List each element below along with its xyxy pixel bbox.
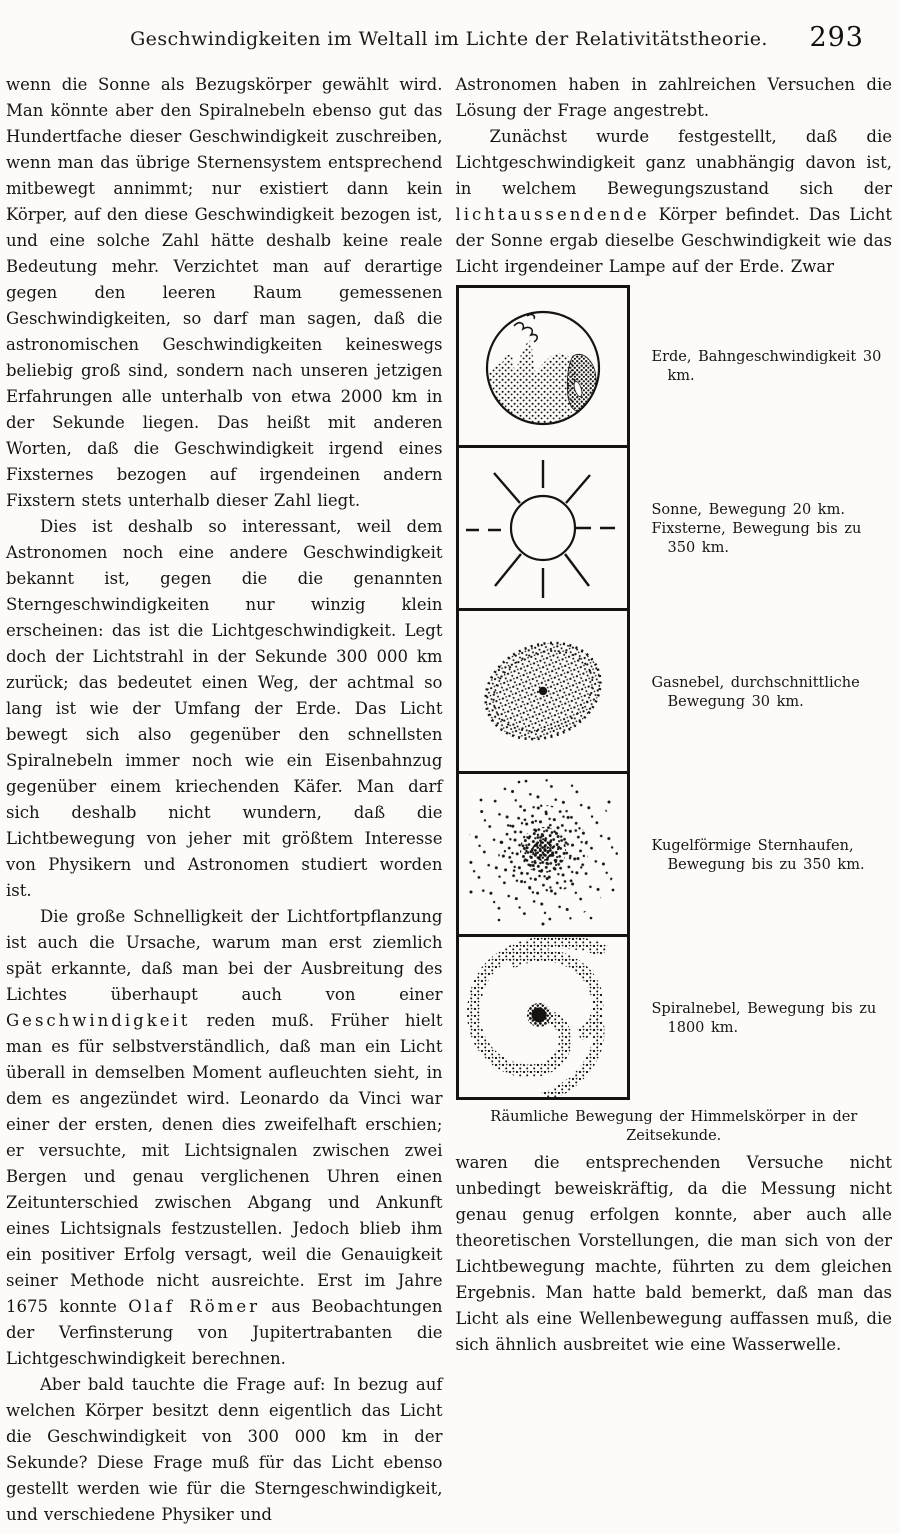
right-column-top-text (456, 72, 893, 280)
page-number: 293 (809, 22, 864, 53)
paragraph: Aber bald tauchte die Frage auf: In bezug auf welchen Körper besitzt denn eigentlich das Licht die Geschwindigkeit von 300 000 km in der Sekunde? Diese Frage muß für das Licht ebenso gestellt werden wie für die Sterngeschwindigkeit, und verschiedene Physiker und (6, 1375, 443, 1524)
star-cluster-drawing (456, 774, 630, 937)
paragraph: waren die entsprechenden Versuche nicht unbedingt beweiskräftig, da die Messung nicht genau genug erfolgen konnte, aber auch alle theoretischen Vorstellungen, die man sich von der Lichtbewegung machte, führten zu dem gleichen Ergebnis. Man hatte bald bemerkt, daß man das Licht als eine Wellenbewegung auffassen muß, die sich ähnlich ausbreitet wie eine Wasserwelle. (455, 1153, 892, 1354)
earth-drawing (456, 285, 630, 448)
spiral-nebula-caption: Spiralnebel, Bewegung bis zu 1800 km. (651, 1000, 877, 1036)
gas-nebula-caption: Gasnebel, durchschnittliche Bewegung 30 km. (651, 674, 860, 710)
earth-caption: Erde, Bahngeschwindigkeit 30 km. (651, 348, 882, 384)
paragraph: Dies ist deshalb so interessant, weil dem Astronomen noch eine andere Geschwindigkeit bekannt ist, gegen die die genannten Sterngeschwindigkeiten nur winzig klein erscheinen: das ist die Lichtgeschwindigkeit. Legt doch der Lichtstrahl in der Sekunde 300 000 km zurück; das bedeutet einen Weg, der achtmal so lang ist wie der Umfang der Erde. Das Licht bewegt sich also gegenüber den schnellsten Spiralnebeln immer noch wie ein Eisenbahnzug gegenüber einem kriechenden Käfer. Man darf sich deshalb nicht wundern, daß die Lichtbewegung von jeher mit größtem Interesse von Physikern und Astronomen studiert worden ist. (6, 517, 443, 900)
star-cluster-caption: Kugelförmige Sternhaufen, Bewegung bis zu 350 km. (651, 837, 865, 873)
figure-caption: Räumliche Bewegung der Himmelskörper in der Zeitsekunde. (490, 1109, 858, 1144)
right-column (456, 72, 893, 1528)
left-column (6, 72, 443, 1528)
right-column-bottom-text (456, 1150, 893, 1358)
spiral-nebula-drawing (456, 937, 630, 1100)
figure-celestial-velocities (456, 285, 893, 1146)
two-column-text (6, 72, 892, 1528)
gas-nebula-drawing (456, 611, 630, 774)
sun-drawing (456, 448, 630, 611)
page-title: Geschwindigkeiten im Weltall im Lichte der Relativitätstheorie. (130, 28, 768, 50)
paragraph: Astronomen haben in zahlreichen Versuchen die Lösung der Frage angestrebt. (455, 75, 892, 120)
paragraph: Zunächst wurde festgestellt, daß die Lichtgeschwindigkeit ganz unabhängig davon ist, in welchem Bewegungszustand sich der lichtaussendende Körper befindet. Das Licht der Sonne ergab dieselbe Geschwindigkeit wie das Licht irgendeiner Lampe auf der Erde. Zwar (455, 127, 892, 276)
running-head (6, 20, 892, 58)
paragraph: wenn die Sonne als Bezugskörper gewählt wird. Man könnte aber den Spiralnebeln ebenso gut das Hundertfache dieser Geschwindigkeit zuschreiben, wenn man das übrige Sternensystem entsprechend mitbewegt annimmt; nur existiert dann kein Körper, auf den diese Geschwindigkeit bezogen ist, und eine solche Zahl hätte deshalb keine reale Bedeutung mehr. Verzichtet man auf derartige gegen den leeren Raum gemessenen Geschwindigkeiten, so darf man sagen, daß die astronomischen Geschwindigkeiten keineswegs beliebig groß sind, sondern nach unseren jetzigen Erfahrungen alle unterhalb von etwa 2000 km in der Sekunde liegen. Das heißt mit anderen Worten, daß die Geschwindigkeit irgend eines Fixsternes bezogen auf irgendeinen andern Fixstern stets unterhalb dieser Zahl liegt. (6, 75, 443, 510)
sun-caption: Sonne, Bewegung 20 km. Fixsterne, Bewegung bis zu 350 km. (651, 502, 862, 556)
paragraph: Die große Schnelligkeit der Lichtfortpflanzung ist auch die Ursache, warum man erst ziemlich spät erkannte, daß man bei der Ausbreitung des Lichtes überhaupt auch von einer Geschwindigkeit reden muß. Früher hielt man es für selbstverständlich, daß man ein Licht überall in demselben Moment aufleuchten sieht, in dem es angezündet wird. Leonardo da Vinci war einer der ersten, denen dies zweifelhaft erschien; er versuchte, mit Lichtsignalen zwischen zwei Bergen und genau verglichenen Uhren einen Zeitunterschied zwischen Abgang und Ankunft eines Lichtsignals festzustellen. Jedoch blieb ihm ein positiver Erfolg versagt, weil die Genauigkeit seiner Methode nicht ausreichte. Erst im Jahre 1675 konnte Olaf Römer aus Beobachtungen der Verfinsterung von Jupitertrabanten die Lichtgeschwindigkeit berechnen. (6, 907, 443, 1368)
